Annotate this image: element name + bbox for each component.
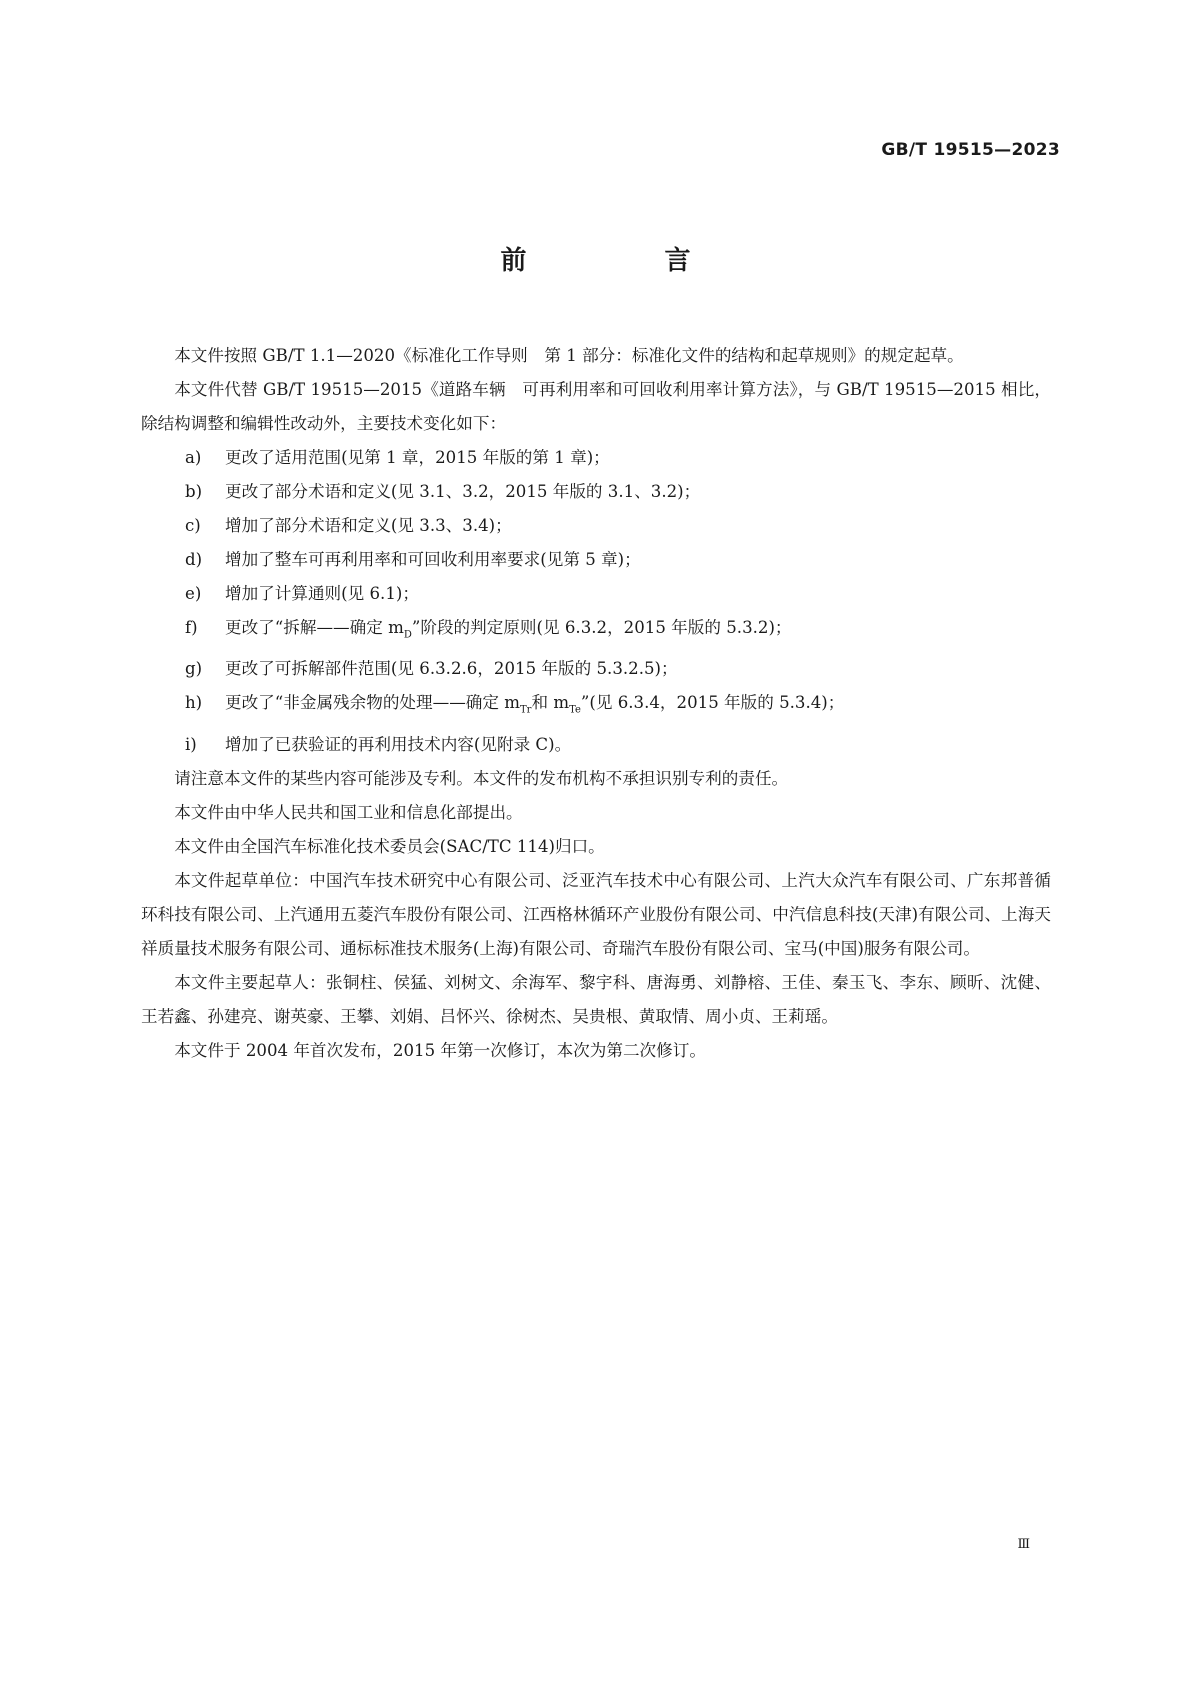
list-item: a) 更改了适用范围(见第 1 章，2015 年版的第 1 章)； bbox=[185, 448, 610, 467]
list-item: g) 更改了可拆解部件范围(见 6.3.2.6，2015 年版的 5.3.2.5)； bbox=[185, 659, 678, 679]
page-title: 前 言 bbox=[500, 246, 747, 276]
page-number: Ⅲ bbox=[1017, 1537, 1031, 1552]
history-paragraph: 本文件于 2004 年首次发布，2015 年第一次修订，本次为第二次修订。 bbox=[174, 1040, 706, 1060]
intro-paragraph-drafting: 本文件按照 GB/T 1.1—2020《标准化工作导则 第 1 部分：标准化文件的结构和起草规则》的规定起草。 bbox=[174, 346, 964, 365]
proposer-paragraph: 本文件由中华人民共和国工业和信息化部提出。 bbox=[174, 802, 523, 822]
list-item: f) 更改了“拆解——确定 $m_D$”阶段的判定原则(见 6.3.2，2015 年版的 5.3.2)； bbox=[185, 618, 792, 641]
intro-paragraph-replacement: 本文件代替 GB/T 19515—2015《道路车辆 可再利用率和可回收利用率计算方法》，与 GB/T 19515—2015 相比，除结构调整和编辑性改动外，主要技术变化如下： bbox=[141, 380, 1051, 433]
document-body bbox=[141, 339, 1051, 1068]
committee-paragraph: 本文件由全国汽车标准化技术委员会(SAC/TC 114)归口。 bbox=[174, 836, 605, 856]
patent-notice: 请注意本文件的某些内容可能涉及专利。本文件的发布机构不承担识别专利的责任。 bbox=[174, 768, 789, 788]
list-item: i) 增加了已获验证的再利用技术内容(见附录 C)。 bbox=[185, 734, 572, 754]
list-item: b) 更改了部分术语和定义(见 3.1、3.2，2015 年版的 3.1、3.2)； bbox=[185, 482, 701, 501]
changes-list bbox=[141, 441, 1051, 762]
list-item: c) 增加了部分术语和定义(见 3.3、3.4)； bbox=[185, 516, 512, 535]
drafting-units-paragraph: 本文件起草单位：中国汽车技术研究中心有限公司、泛亚汽车技术中心有限公司、上汽大众汽车有限公司、广东邦普循环科技有限公司、上汽通用五菱汽车股份有限公司、江西格林循环产业股份有限公司、中汽信息科技(天津)有限公司、上海天祥质量技术服务有限公司、通标标准技术服务(上海)有限公司、奇瑞汽车股份有限公司、宝马(中国)服务有限公司。 bbox=[141, 870, 1051, 958]
standard-code: GB/T 19515—2023 bbox=[881, 140, 1060, 160]
list-item: e) 增加了计算通则(见 6.1)； bbox=[185, 584, 419, 603]
drafters-paragraph: 本文件主要起草人：张铜柱、侯猛、刘树文、余海军、黎宇科、唐海勇、刘静榕、王佳、秦玉飞、李东、顾昕、沈健、王若鑫、孙建亮、谢英豪、王攀、刘娟、吕怀兴、徐树杰、吴贵根、黄取情、周小贞、王莉瑶。 bbox=[141, 972, 1051, 1026]
list-item: h) 更改了“非金属残余物的处理——确定 $m_{Tr}$和 $m_{Te}$”(见 6.3.4，2015 年版的 5.3.4)； bbox=[185, 693, 845, 716]
list-item: d) 增加了整车可再利用率和可回收利用率要求(见第 5 章)； bbox=[185, 550, 641, 569]
